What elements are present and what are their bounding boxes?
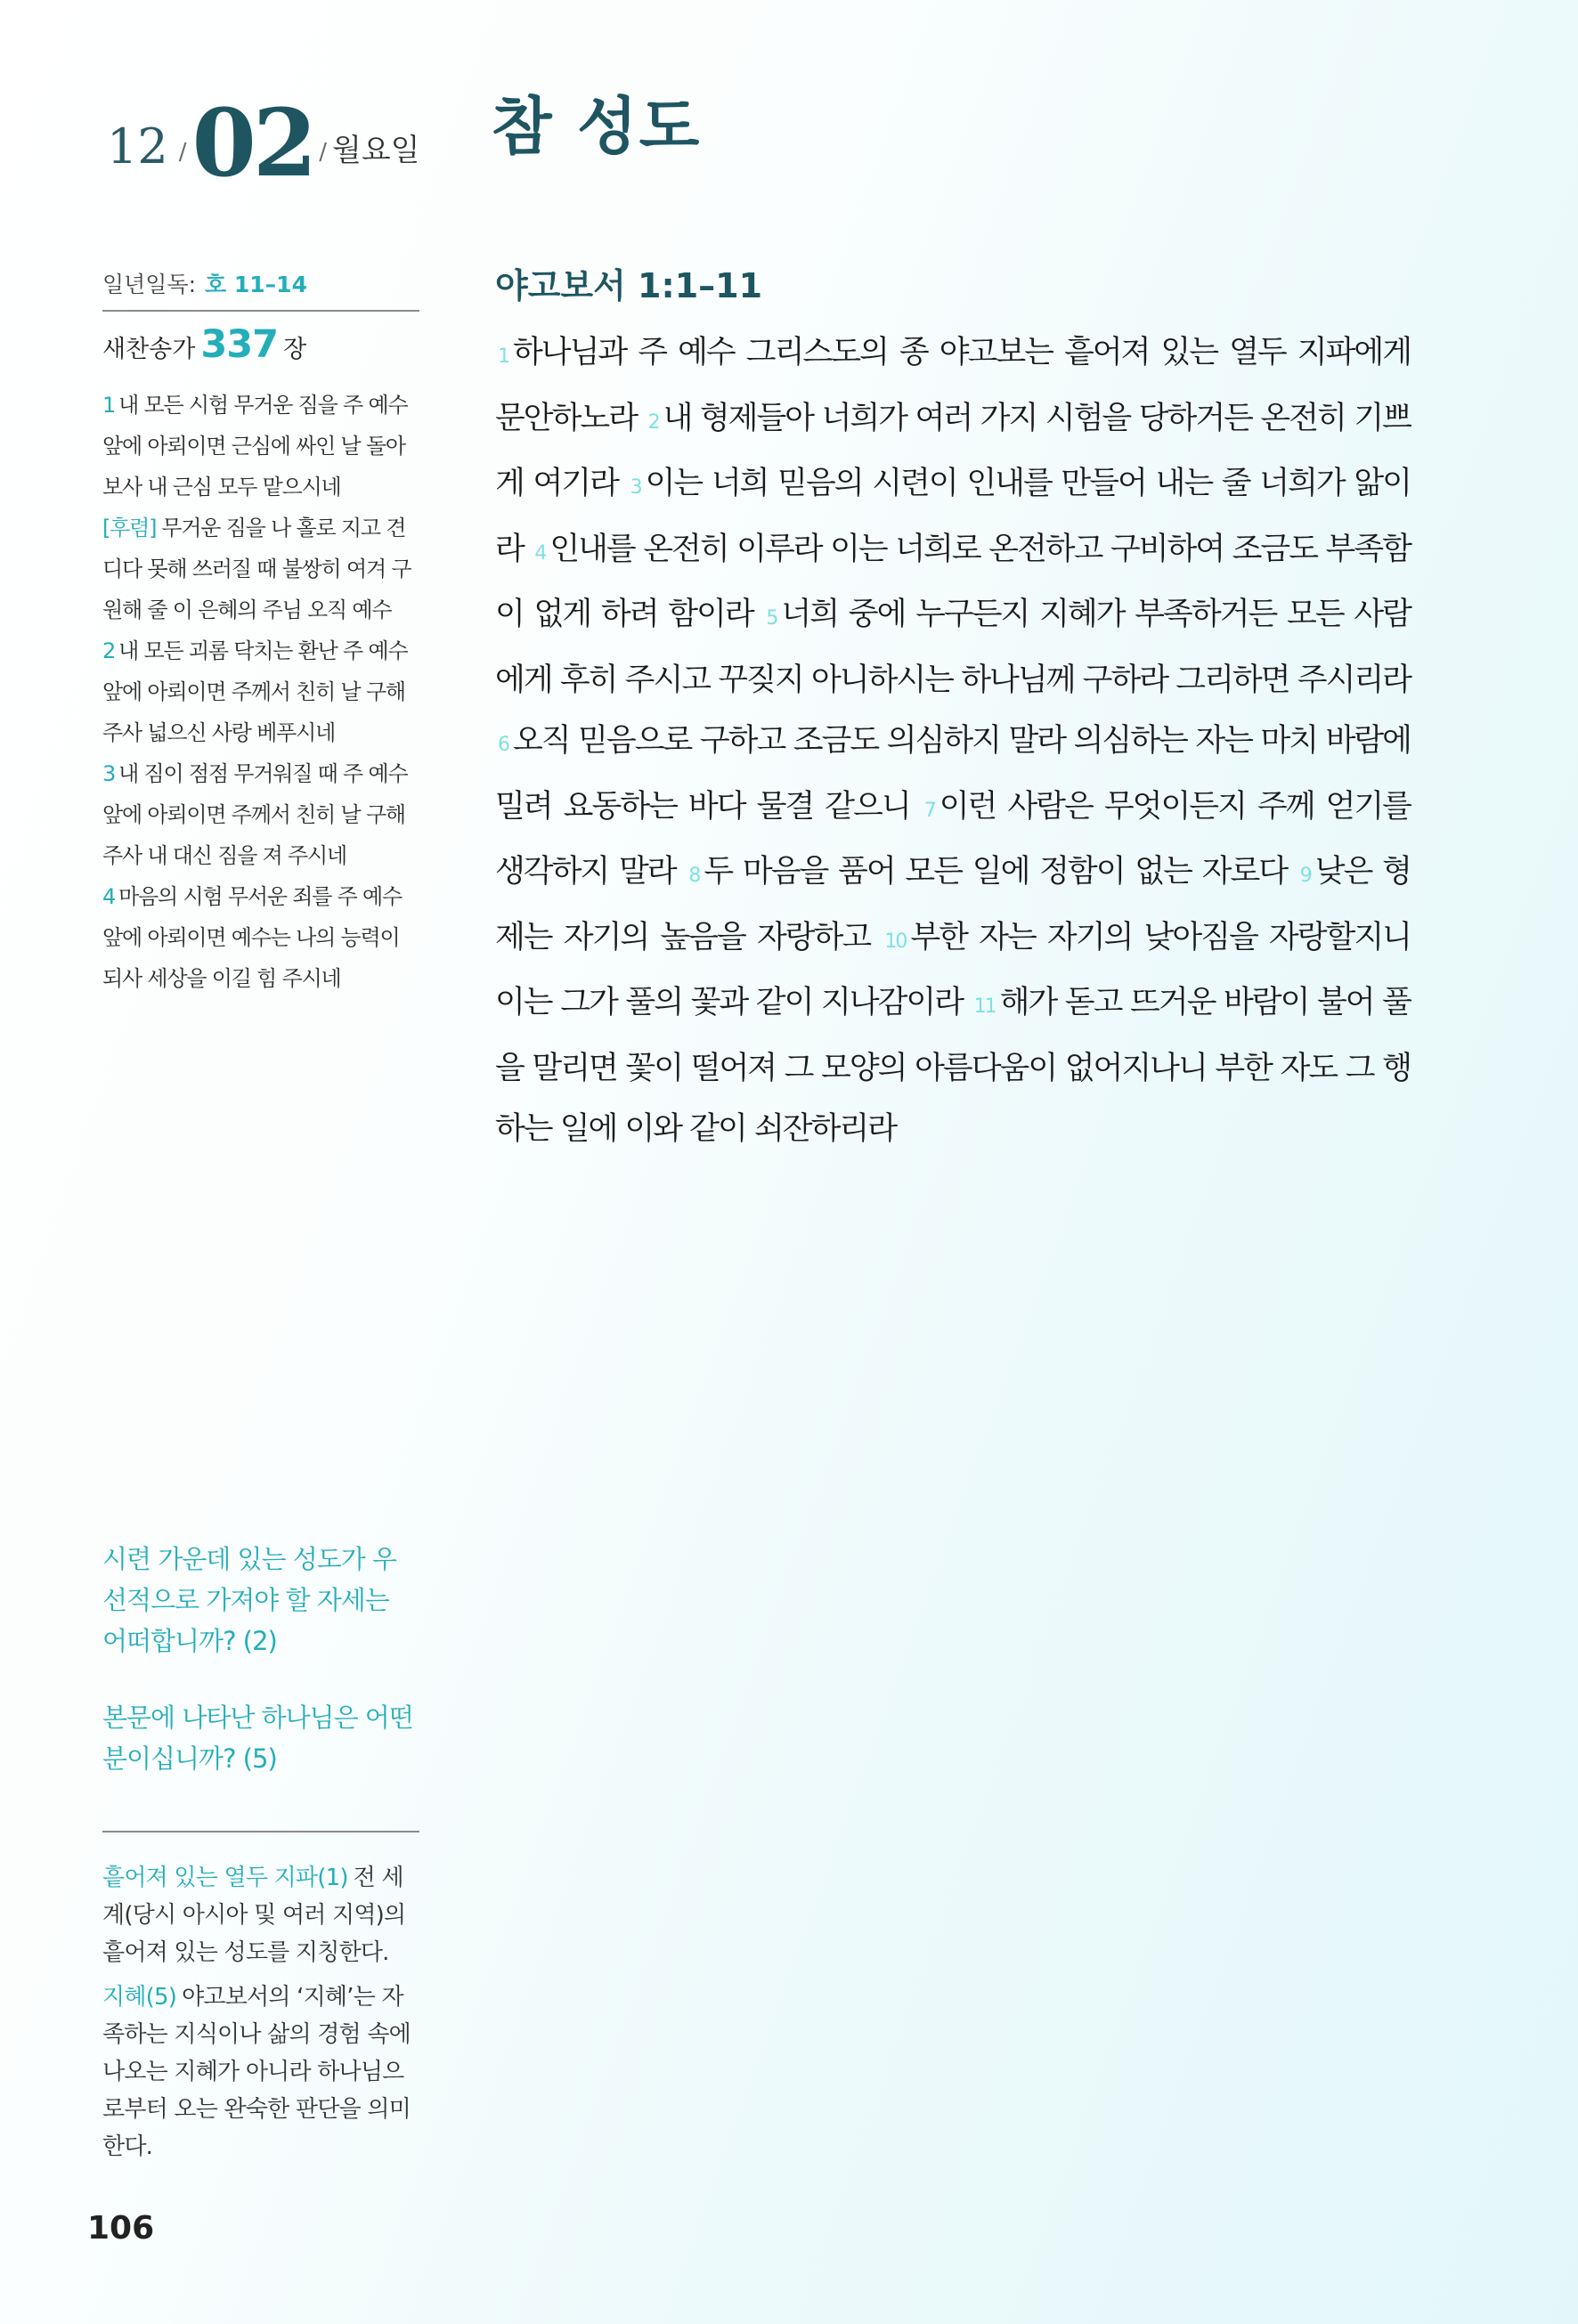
hymn-verse-number: 4 [102,884,116,909]
page-title: 참 성도 [492,89,702,163]
verse-number: 8 [688,865,700,887]
hymn-refrain [102,508,419,630]
hymn-verse-text: 무거운 짐을 나 홀로 지고 견디다 못해 쓰러질 때 불쌍히 여겨 구원해 줄 이 은혜의 주님 오직 예수 [102,516,411,622]
annual-reading [102,267,419,299]
question: 본문에 나타난 하나님은 어떤 분이십니까? (5) [102,1702,413,1774]
note-text: 야고보서의 ‘지혜’는 자족하는 지식이나 삶의 경험 속에 나오는 지혜가 아니라 하나님으로부터 오는 완숙한 판단을 의미한다. [102,1984,411,2160]
verse-text: 오직 믿음으로 구하고 조금도 의심하지 말라 의심하는 자는 마치 바람에 밀려 요동하는 바다 물결 같으니 [495,723,1411,825]
annual-reading-label: 일년일독: [102,272,197,297]
hymn-verse-number: 3 [102,761,116,786]
verse-text: 부한 자는 자기의 낮아짐을 자랑할지니 이는 그가 풀의 꽃과 같이 지나감이라 [495,919,1411,1020]
hymn-verse-number: 2 [102,638,116,663]
verse-text: 이런 사람은 무엇이든지 주께 얻기를 생각하지 말라 [495,788,1411,890]
verse-text: 낮은 형제는 자기의 높음을 자랑하고 [495,854,1411,955]
verse-text: 두 마음을 품어 모든 일에 정함이 없는 자로다 [704,854,1288,890]
hymn-refrain-label: [후렴] [102,516,157,540]
verse-number: 5 [766,607,777,630]
date-day: 02 [191,88,314,199]
passage-reference: 야고보서 1:1–11 [495,266,763,305]
hymn-verse [102,385,419,508]
note [102,1859,419,1971]
verse-text: 이는 너희 믿음의 시련이 인내를 만들어 내는 줄 너희가 앎이라 [495,466,1411,567]
date-header [107,87,420,199]
verse-number: 11 [973,995,996,1018]
verse-number: 3 [630,476,641,499]
hymn-verse [102,876,419,999]
verse-number: 6 [498,734,508,756]
verse-number: 9 [1299,865,1311,887]
verse-number: 1 [498,345,508,368]
hymn-verse-text: 마음의 시험 무서운 죄를 주 예수 앞에 아뢰이면 예수는 나의 능력이 되사 세상을 이길 힘 주시네 [102,884,403,991]
note-term: 흩어져 있는 열두 지파(1) [102,1865,348,1891]
verse-text: 내 형제들아 너희가 여러 가지 시험을 당하거든 온전히 기쁘게 여기라 [495,400,1411,501]
hymn-verse-text: 내 모든 괴롬 닥치는 환난 주 예수 앞에 아뢰이면 주께서 친히 날 구해 주사 넓으신 사랑 베푸시네 [102,638,408,745]
note-text: 전 세계(당시 아시아 및 여러 지역)의 흩어져 있는 성도를 지칭한다. [102,1865,406,1966]
hymn-lyrics [102,385,419,999]
verse-text: 너희 중에 누구든지 지혜가 부족하거든 모든 사람에게 후히 주시고 꾸짖지 아니하시는 하나님께 구하라 그리하면 주시리라 [495,597,1411,698]
date-separator: / [178,139,187,166]
hymn-verse-number: 1 [102,393,116,418]
hymn-verse-text: 내 짐이 점점 무거워질 때 주 예수 앞에 아뢰이면 주께서 친히 날 구해 주사 내 대신 짐을 져 주시네 [102,761,408,868]
note-term: 지혜(5) [102,1984,177,2011]
page-number: 106 [87,2210,155,2247]
hymn-heading [102,322,419,367]
hymn-verse [102,630,419,753]
hymn-number: 337 [200,322,279,367]
divider [102,310,419,312]
date-separator: / [319,139,327,166]
verse-number: 10 [884,930,907,953]
hymn-label: 새찬송가 [102,336,196,363]
date-month: 12 [107,118,168,175]
hymn-verse-text: 내 모든 시험 무거운 짐을 주 예수 앞에 아뢰이면 근심에 싸인 날 돌아보사 내 근심 모두 맡으시네 [102,393,408,500]
scripture-passage [495,322,1411,1160]
reflection-questions [102,1539,419,1815]
verse-number: 4 [534,541,546,565]
divider [102,1831,419,1832]
question: 시련 가운데 있는 성도가 우선적으로 가져야 할 자세는 어떠합니까? (2) [102,1544,397,1656]
study-notes [102,1859,419,2173]
annual-reading-ref: 호 11–14 [205,272,307,297]
verse-text: 하나님과 주 예수 그리스도의 종 야고보는 흩어져 있는 열두 지파에게 문안하노라 [495,335,1411,436]
hymn-unit: 장 [283,336,307,363]
note [102,1979,419,2166]
hymn-verse [102,753,419,876]
verse-number: 2 [647,410,659,434]
verse-text: 해가 돋고 뜨거운 바람이 불어 풀을 말리면 꽃이 떨어져 그 모양의 아름다움이 없어지나니 부한 자도 그 행하는 일에 이와 같이 쇠잔하리라 [495,985,1411,1147]
date-weekday: 월요일 [331,133,420,168]
verse-number: 7 [923,799,935,822]
verse-text: 인내를 온전히 이루라 이는 너희로 온전하고 구비하여 조금도 부족함이 없게 하려 함이라 [495,531,1411,632]
